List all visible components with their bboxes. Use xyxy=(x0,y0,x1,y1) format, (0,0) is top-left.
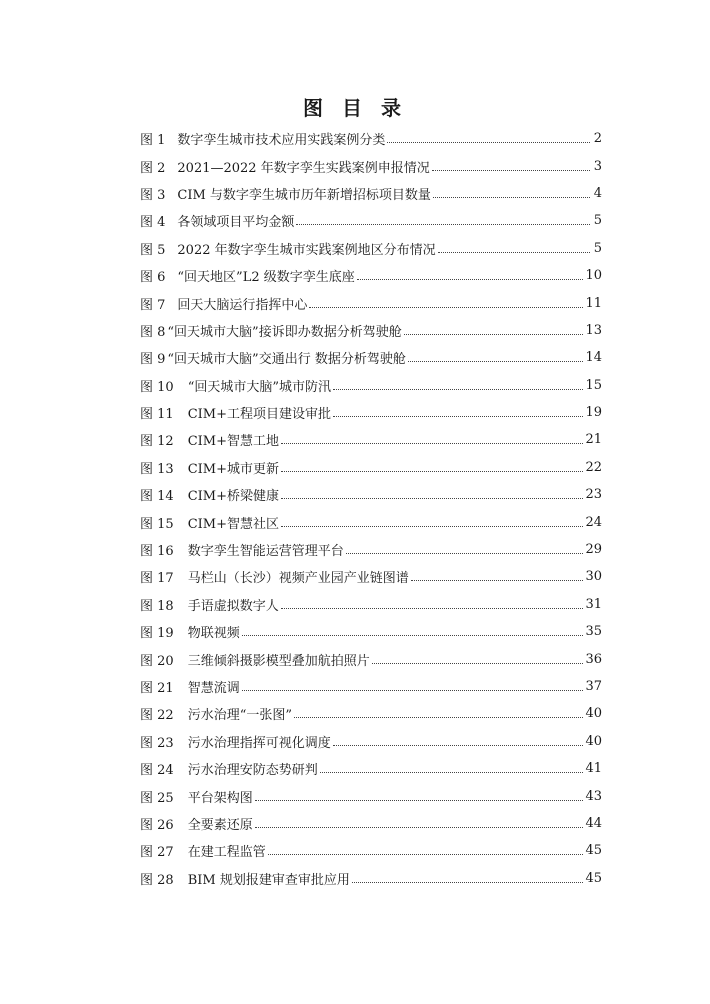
toc-entry[interactable] xyxy=(140,591,602,618)
dot-leader xyxy=(372,663,584,664)
figure-caption: 物联视频 xyxy=(187,626,240,642)
figure-caption: 在建工程监管 xyxy=(187,845,266,861)
toc-entry[interactable] xyxy=(140,152,602,179)
dot-leader xyxy=(333,745,584,746)
page-number: 19 xyxy=(585,405,602,421)
toc-entry[interactable] xyxy=(140,563,602,590)
figure-number: 图 5 xyxy=(140,242,166,258)
page-number: 41 xyxy=(585,761,602,777)
dot-leader xyxy=(309,307,583,308)
figure-number: 图 27 xyxy=(140,845,174,861)
toc-entry[interactable] xyxy=(140,235,602,262)
page-number: 45 xyxy=(585,843,602,859)
figure-number: 图 20 xyxy=(140,653,174,669)
toc-entry[interactable] xyxy=(140,454,602,481)
figure-caption: BIM 规划报建审查审批应用 xyxy=(187,872,350,888)
dot-leader xyxy=(281,471,583,472)
figure-number: 图 2 xyxy=(140,160,166,176)
figure-caption: 污水治理指挥可视化调度 xyxy=(187,735,331,751)
page-number: 5 xyxy=(593,213,602,229)
page-number: 22 xyxy=(585,459,602,475)
figure-number: 图 10 xyxy=(140,379,174,395)
figure-number: 图 9 xyxy=(140,352,166,368)
dot-leader xyxy=(387,142,590,143)
toc-entry[interactable] xyxy=(140,810,602,837)
figure-number: 图 17 xyxy=(140,571,174,587)
figure-caption: CIM+桥梁健康 xyxy=(187,489,279,505)
figure-number: 图 19 xyxy=(140,626,174,642)
toc-entry[interactable] xyxy=(140,399,602,426)
figure-caption: CIM+智慧社区 xyxy=(187,516,279,532)
figure-number: 图 13 xyxy=(140,461,174,477)
dot-leader xyxy=(352,882,584,883)
figure-number: 图 18 xyxy=(140,598,174,614)
toc-entry[interactable] xyxy=(140,317,602,344)
figure-number: 图 3 xyxy=(140,187,166,203)
dot-leader xyxy=(433,197,590,198)
figure-number: 图 25 xyxy=(140,790,174,806)
figure-caption: 全要素还原 xyxy=(187,817,253,833)
page-number: 10 xyxy=(585,268,602,284)
toc-entry[interactable] xyxy=(140,481,602,508)
figure-caption: 回天大脑运行指挥中心 xyxy=(177,297,308,313)
figure-number: 图 6 xyxy=(140,270,166,286)
toc-entry[interactable] xyxy=(140,125,602,152)
figure-number: 图 16 xyxy=(140,544,174,560)
dot-leader xyxy=(281,526,583,527)
figure-caption: 2021—2022 年数字孪生实践案例申报情况 xyxy=(177,160,430,176)
dot-leader xyxy=(296,224,590,225)
figure-caption: CIM+工程项目建设审批 xyxy=(187,407,331,423)
page-number: 40 xyxy=(585,706,602,722)
figure-caption: 污水治理“一张图” xyxy=(187,708,292,724)
figure-number: 图 4 xyxy=(140,215,166,231)
page-number: 40 xyxy=(585,733,602,749)
figure-number: 图 24 xyxy=(140,763,174,779)
toc-entry[interactable] xyxy=(140,645,602,672)
page-number: 15 xyxy=(585,377,602,393)
figure-caption: CIM+城市更新 xyxy=(187,461,279,477)
dot-leader xyxy=(333,389,583,390)
figure-caption: 2022 年数字孪生城市实践案例地区分布情况 xyxy=(177,242,436,258)
dot-leader xyxy=(268,854,584,855)
dot-leader xyxy=(320,772,584,773)
page-number: 30 xyxy=(585,569,602,585)
figure-number: 图 7 xyxy=(140,297,166,313)
page-title: 图 目 录 xyxy=(303,96,407,120)
figure-caption: 各领域项目平均金额 xyxy=(177,215,295,231)
page-number: 24 xyxy=(585,514,602,530)
dot-leader xyxy=(357,279,584,280)
figure-number: 图 22 xyxy=(140,708,174,724)
dot-leader xyxy=(432,170,590,171)
figure-number: 图 1 xyxy=(140,133,166,149)
toc-entry[interactable] xyxy=(140,536,602,563)
dot-leader xyxy=(294,717,583,718)
toc-entry[interactable] xyxy=(140,837,602,864)
page-number: 5 xyxy=(593,240,602,256)
figure-number: 图 28 xyxy=(140,872,174,888)
figure-caption: CIM 与数字孪生城市历年新增招标项目数量 xyxy=(177,187,431,203)
toc-entry[interactable] xyxy=(140,755,602,782)
page-number: 3 xyxy=(593,158,602,174)
dot-leader xyxy=(281,608,584,609)
figure-number: 图 8 xyxy=(140,324,166,340)
figure-number: 图 14 xyxy=(140,489,174,505)
figure-number: 图 23 xyxy=(140,735,174,751)
figure-caption: 三维倾斜摄影模型叠加航拍照片 xyxy=(187,653,370,669)
toc-entry[interactable] xyxy=(140,289,602,316)
page-number: 31 xyxy=(585,596,602,612)
page-number: 21 xyxy=(585,432,602,448)
page-number: 35 xyxy=(585,624,602,640)
dot-leader xyxy=(255,800,584,801)
dot-leader xyxy=(242,635,584,636)
figure-caption: “回天地区”L2 级数字孪生底座 xyxy=(177,270,355,286)
page-number: 36 xyxy=(585,651,602,667)
toc-entry[interactable] xyxy=(140,207,602,234)
figure-caption: 智慧流调 xyxy=(187,681,240,696)
figure-caption: 马栏山（长沙）视频产业园产业链图谱 xyxy=(187,571,409,587)
figure-number: 图 21 xyxy=(140,681,174,696)
figure-caption: “回天城市大脑”城市防汛 xyxy=(187,379,331,395)
figure-caption: 平台架构图 xyxy=(187,790,253,806)
dot-leader xyxy=(242,690,584,691)
toc-entry[interactable] xyxy=(140,372,602,399)
toc-entry[interactable] xyxy=(140,782,602,809)
page-number: 44 xyxy=(585,815,602,831)
toc-entry[interactable] xyxy=(140,700,602,727)
figure-number: 图 15 xyxy=(140,516,174,532)
figure-number: 图 26 xyxy=(140,817,174,833)
page-number: 11 xyxy=(585,295,602,311)
figure-number: 图 12 xyxy=(140,434,174,450)
page-number: 14 xyxy=(585,350,602,366)
toc-entry[interactable] xyxy=(140,508,602,535)
dot-leader xyxy=(281,443,583,444)
page-number: 4 xyxy=(593,185,602,201)
dot-leader xyxy=(346,553,584,554)
page-number: 43 xyxy=(585,788,602,804)
dot-leader xyxy=(404,334,584,335)
figure-caption: 数字孪生智能运营管理平台 xyxy=(187,544,344,560)
toc-entry[interactable] xyxy=(140,344,602,371)
figure-caption: 数字孪生城市技术应用实践案例分类 xyxy=(177,133,386,149)
dot-leader xyxy=(408,361,584,362)
dot-leader xyxy=(281,498,583,499)
page-number: 23 xyxy=(585,487,602,503)
figure-number: 图 11 xyxy=(140,407,174,423)
figure-caption: “回天城市大脑”交通出行 数据分析驾驶舱 xyxy=(167,352,406,368)
page-number: 13 xyxy=(585,322,602,338)
dot-leader xyxy=(333,416,583,417)
figure-caption: 手语虚拟数字人 xyxy=(187,598,279,614)
figure-caption: “回天城市大脑”接诉即办数据分析驾驶舱 xyxy=(167,324,402,340)
figure-list xyxy=(140,125,602,892)
toc-entry[interactable] xyxy=(140,618,602,645)
figure-caption: 污水治理安防态势研判 xyxy=(187,763,318,779)
figure-caption: CIM+智慧工地 xyxy=(187,434,279,450)
toc-entry[interactable] xyxy=(140,673,602,700)
dot-leader xyxy=(438,252,590,253)
dot-leader xyxy=(411,580,584,581)
dot-leader xyxy=(255,827,584,828)
page-number: 45 xyxy=(585,870,602,886)
toc-entry[interactable] xyxy=(140,865,602,892)
page-number: 37 xyxy=(585,679,602,694)
page-number: 2 xyxy=(593,131,602,147)
toc-entry[interactable] xyxy=(140,180,602,207)
toc-entry[interactable] xyxy=(140,262,602,289)
toc-entry[interactable] xyxy=(140,426,602,453)
toc-entry[interactable] xyxy=(140,728,602,755)
page-number: 29 xyxy=(585,542,602,558)
